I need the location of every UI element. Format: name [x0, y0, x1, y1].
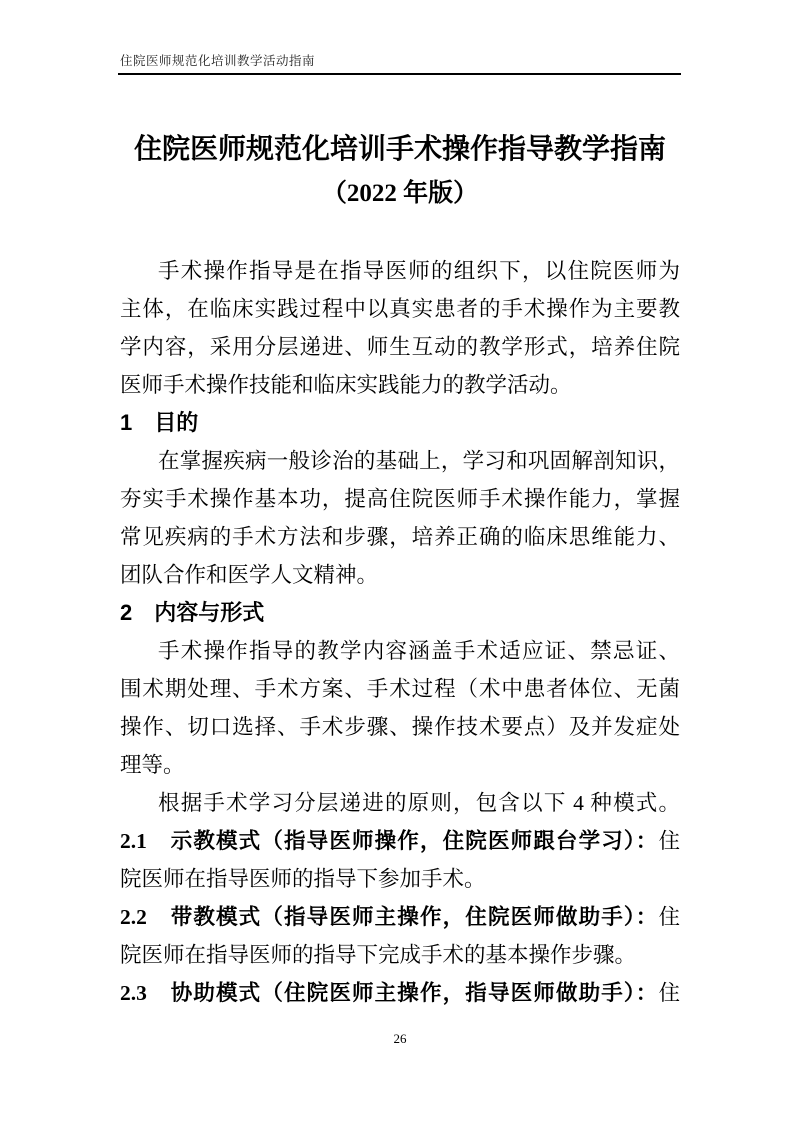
document-title: 住院医师规范化培训手术操作指导教学指南: [133, 134, 666, 165]
document-subtitle: （2022 年版）: [321, 180, 479, 207]
section-heading-1: 1 目的: [120, 410, 199, 435]
subsection-line-2-2: [120, 898, 680, 936]
subsection-heading-2-2: 2.2 带教模式（指导医师主操作，住院医师做助手）：: [120, 905, 659, 929]
body-line: 夯实手术操作基本功，提高住院医师手术操作能力，掌握: [120, 487, 680, 511]
body-line: 在掌握疾病一般诊治的基础上，学习和巩固解剖知识，: [158, 449, 680, 473]
section-heading-2: 2 内容与形式: [120, 600, 265, 625]
body-line: 学内容，采用分层递进、师生互动的教学形式，培养住院: [120, 335, 680, 359]
body-line: 围术期处理、手术方案、手术过程（术中患者体位、无菌: [120, 677, 680, 701]
body-line: 手术操作指导是在指导医师的组织下，以住院医师为: [158, 259, 680, 283]
body-line: 手术操作指导的教学内容涵盖手术适应证、禁忌证、: [158, 639, 680, 663]
page-number: 26: [393, 1031, 407, 1046]
body-line: 主体，在临床实践过程中以真实患者的手术操作为主要教: [120, 297, 680, 321]
header-rule: [118, 73, 681, 75]
body-line: 院医师在指导医师的指导下参加手术。: [120, 867, 486, 891]
running-header-text: 住院医师规范化培训教学活动指南: [120, 54, 316, 68]
body-line: 根据手术学习分层递进的原则，包含以下 4 种模式。: [158, 791, 680, 815]
subsection-heading-2-3: 2.3 协助模式（住院医师主操作，指导医师做助手）：: [120, 981, 659, 1005]
subsection-line-2-3: [120, 974, 680, 1012]
document-body: [120, 252, 680, 1012]
body-line: 团队合作和医学人文精神。: [120, 563, 379, 587]
body-line-fragment: 住: [658, 981, 680, 1005]
subsection-line-2-1: [120, 822, 680, 860]
body-line: 医师手术操作技能和临床实践能力的教学活动。: [120, 373, 572, 397]
body-line-fragment: 住: [658, 905, 680, 929]
body-line-fragment: 住: [658, 829, 680, 853]
body-line: 常见疾病的手术方法和步骤，培养正确的临床思维能力、: [120, 525, 680, 549]
body-line: 院医师在指导医师的指导下完成手术的基本操作步骤。: [120, 943, 637, 967]
subsection-heading-2-1: 2.1 示教模式（指导医师操作，住院医师跟台学习）：: [120, 829, 659, 853]
body-line: 操作、切口选择、手术步骤、操作技术要点）及并发症处: [120, 715, 680, 739]
body-line: 理等。: [120, 753, 185, 777]
